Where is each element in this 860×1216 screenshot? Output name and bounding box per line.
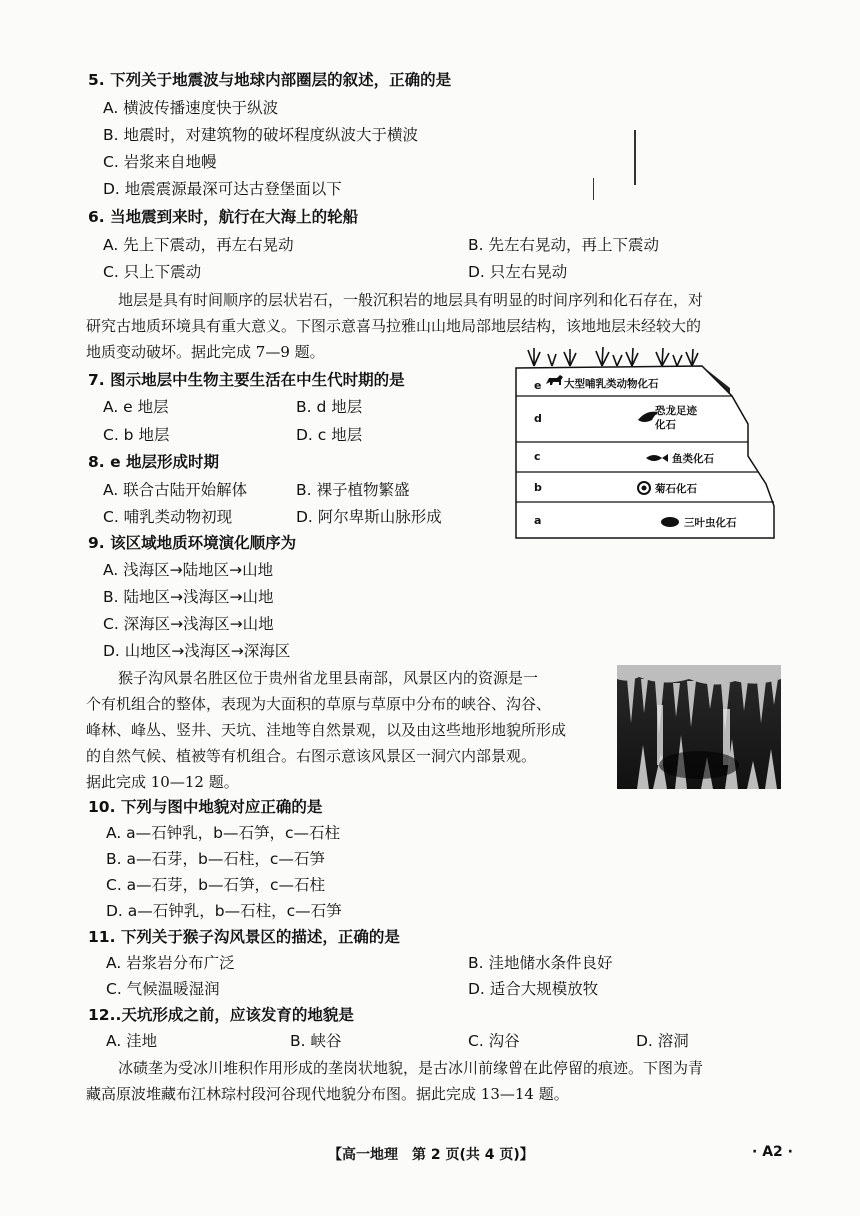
fossil-label-d-line2: 化石 [655,419,676,431]
q7-option-a: A. e 地层 [103,398,169,416]
strata-layer-b-label: b [534,481,542,494]
passage3-line1: 冰碛垄为受冰川堆积作用形成的垄岗状地貌，是古冰川前缘曾在此停留的痕迹。下图为青 [118,1059,704,1077]
strata-figure [512,344,782,540]
q6-option-d: D. 只左右晃动 [468,263,568,281]
q5-stem: 5. 下列关于地震波与地球内部圈层的叙述，正确的是 [88,71,452,89]
q5-option-d: D. 地震震源最深可达古登堡面以下 [103,180,342,198]
q5-option-a: A. 横波传播速度快于纵波 [103,99,279,117]
footer-page-info: 【高一地理 第 2 页(共 4 页)】 [328,1147,534,1163]
strata-layer-a-label: a [534,514,542,527]
q10-option-d: D. a—石钟乳，b—石柱，c—石笋 [106,902,342,920]
q12-option-b: B. 峡谷 [290,1032,342,1050]
q10-option-c: C. a—石芽，b—石笋，c—石柱 [106,876,326,894]
q8-stem: 8. e 地层形成时期 [88,453,219,471]
passage1-line2: 研究古地质环境具有重大意义。下图示意喜马拉雅山山地局部地层结构，该地地层未经较大的 [86,317,702,335]
passage3-line2: 藏高原波堆藏布江林琮村段河谷现代地貌分布图。据此完成 13—14 题。 [86,1085,569,1103]
q6-option-a: A. 先上下震动，再左右晃动 [103,236,294,254]
q6-option-c: C. 只上下震动 [103,263,202,281]
fossil-label-c: 鱼类化石 [672,453,714,465]
q9-option-a: A. 浅海区→陆地区→山地 [103,561,274,579]
strata-outline [516,366,774,538]
q11-stem: 11. 下列关于猴子沟风景区的描述，正确的是 [88,928,400,946]
fossil-label-d-line1: 恐龙足迹 [655,405,697,417]
q12-stem: 12..天坑形成之前，应该发育的地貌是 [88,1006,354,1024]
trilobite-fossil-icon [661,517,679,527]
q12-option-d: D. 溶洞 [636,1032,689,1050]
q8-option-b: B. 裸子植物繁盛 [296,481,410,499]
q9-option-d: D. 山地区→浅海区→深海区 [103,642,291,660]
fossil-label-a: 三叶虫化石 [684,517,737,529]
strata-layer-e-label: e [534,379,542,392]
q11-option-d: D. 适合大规模放牧 [468,980,599,998]
q9-option-b: B. 陆地区→浅海区→山地 [103,588,274,606]
cave-photo [617,665,781,789]
grass-icon [528,347,698,366]
q8-option-c: C. 哺乳类动物初现 [103,508,233,526]
scan-mark [634,130,636,185]
passage1-line1: 地层是具有时间顺序的层状岩石，一般沉积岩的地层具有明显的时间序列和化石存在，对 [118,291,704,309]
fossil-label-b: 菊石化石 [655,483,697,495]
q6-option-b: B. 先左右晃动，再上下震动 [468,236,659,254]
passage2-line2: 个有机组合的整体，表现为大面积的草原与草原中分布的峡谷、沟谷、 [86,695,552,713]
passage2-line1: 猴子沟风景名胜区位于贵州省龙里县南部，风景区内的资源是一 [118,669,539,687]
passage1-line3: 地质变动破坏。据此完成 7—9 题。 [86,343,325,361]
passage2-line5: 据此完成 10—12 题。 [86,773,239,791]
q9-stem: 9. 该区域地质环境演化顺序为 [88,534,297,552]
strata-layer-d-label: d [534,412,542,425]
q11-option-b: B. 洼地储水条件良好 [468,954,613,972]
q10-option-b: B. a—石芽，b—石柱，c—石笋 [106,850,325,868]
q8-option-d: D. 阿尔卑斯山脉形成 [296,508,442,526]
q7-option-c: C. b 地层 [103,426,170,444]
strata-layer-c-label: c [534,450,541,463]
q12-option-a: A. 洼地 [106,1032,158,1050]
q12-option-c: C. 沟谷 [468,1032,520,1050]
q11-option-c: C. 气候温暖湿润 [106,980,220,998]
footer-code: · A2 · [752,1144,793,1160]
q10-option-a: A. a—石钟乳，b—石笋，c—石柱 [106,824,341,842]
q9-option-c: C. 深海区→浅海区→山地 [103,615,274,633]
q8-option-a: A. 联合古陆开始解体 [103,481,248,499]
q7-stem: 7. 图示地层中生物主要生活在中生代时期的是 [88,371,405,389]
q6-stem: 6. 当地震到来时，航行在大海上的轮船 [88,208,359,226]
q7-option-d: D. c 地层 [296,426,363,444]
fossil-label-e: 大型哺乳类动物化石 [564,378,659,390]
passage2-line4: 的自然气候、植被等有机组合。右图示意该风景区一洞穴内部景观。 [86,747,537,765]
scan-mark [593,178,594,200]
q11-option-a: A. 岩浆岩分布广泛 [106,954,235,972]
q5-option-b: B. 地震时，对建筑物的破坏程度纵波大于横波 [103,126,418,144]
passage2-line3: 峰林、峰丛、竖井、天坑、洼地等自然景观，以及由这些地形地貌所形成 [86,721,567,739]
q5-option-c: C. 岩浆来自地幔 [103,153,217,171]
q10-stem: 10. 下列与图中地貌对应正确的是 [88,798,323,816]
q7-option-b: B. d 地层 [296,398,363,416]
